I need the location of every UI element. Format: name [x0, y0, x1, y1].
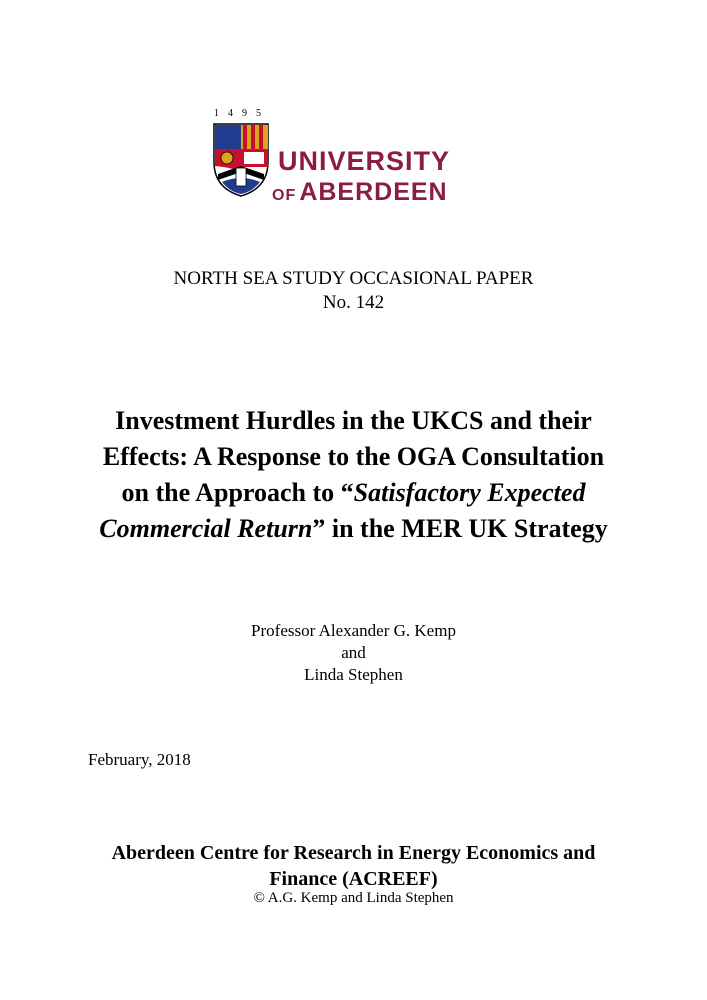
research-centre-line-1: Aberdeen Centre for Research in Energy Economics and	[111, 842, 596, 864]
authors	[0, 620, 707, 686]
research-centre	[0, 840, 707, 892]
series-name: NORTH SEA STUDY OCCASIONAL PAPER	[173, 268, 534, 289]
copyright-notice: © A.G. Kemp and Linda Stephen	[253, 890, 454, 906]
logo-wordmark-aberdeen	[272, 178, 448, 207]
logo-wordmark-aberdeen-text: ABERDEEN	[299, 178, 448, 206]
title-line-3	[0, 475, 707, 511]
publication-date: February, 2018	[88, 750, 191, 769]
paper-title	[0, 403, 707, 547]
series-heading	[0, 267, 707, 315]
title-line-2: Effects: A Response to the OGA Consultation	[102, 442, 605, 471]
university-crest-icon	[212, 122, 270, 198]
university-logo	[212, 108, 452, 208]
author-conjunction: and	[341, 643, 366, 662]
crest-year: 1495	[214, 108, 270, 119]
title-line-3-italic: Satisfactory Expected	[353, 478, 586, 507]
author-1: Professor Alexander G. Kemp	[251, 621, 456, 640]
title-line-1: Investment Hurdles in the UKCS and their	[115, 406, 592, 435]
logo-wordmark-university: UNIVERSITY	[278, 146, 451, 176]
research-centre-line-2: Finance (ACREEF)	[269, 868, 438, 890]
title-line-4-italic: Commercial Return	[99, 514, 313, 543]
series-number: No. 142	[322, 292, 385, 313]
logo-wordmark-of: OF	[272, 187, 297, 204]
title-line-4	[0, 511, 707, 547]
title-line-4-suffix: ” in the MER UK Strategy	[312, 514, 608, 543]
title-line-3-prefix: on the Approach to “	[121, 478, 354, 507]
author-2: Linda Stephen	[304, 665, 403, 684]
